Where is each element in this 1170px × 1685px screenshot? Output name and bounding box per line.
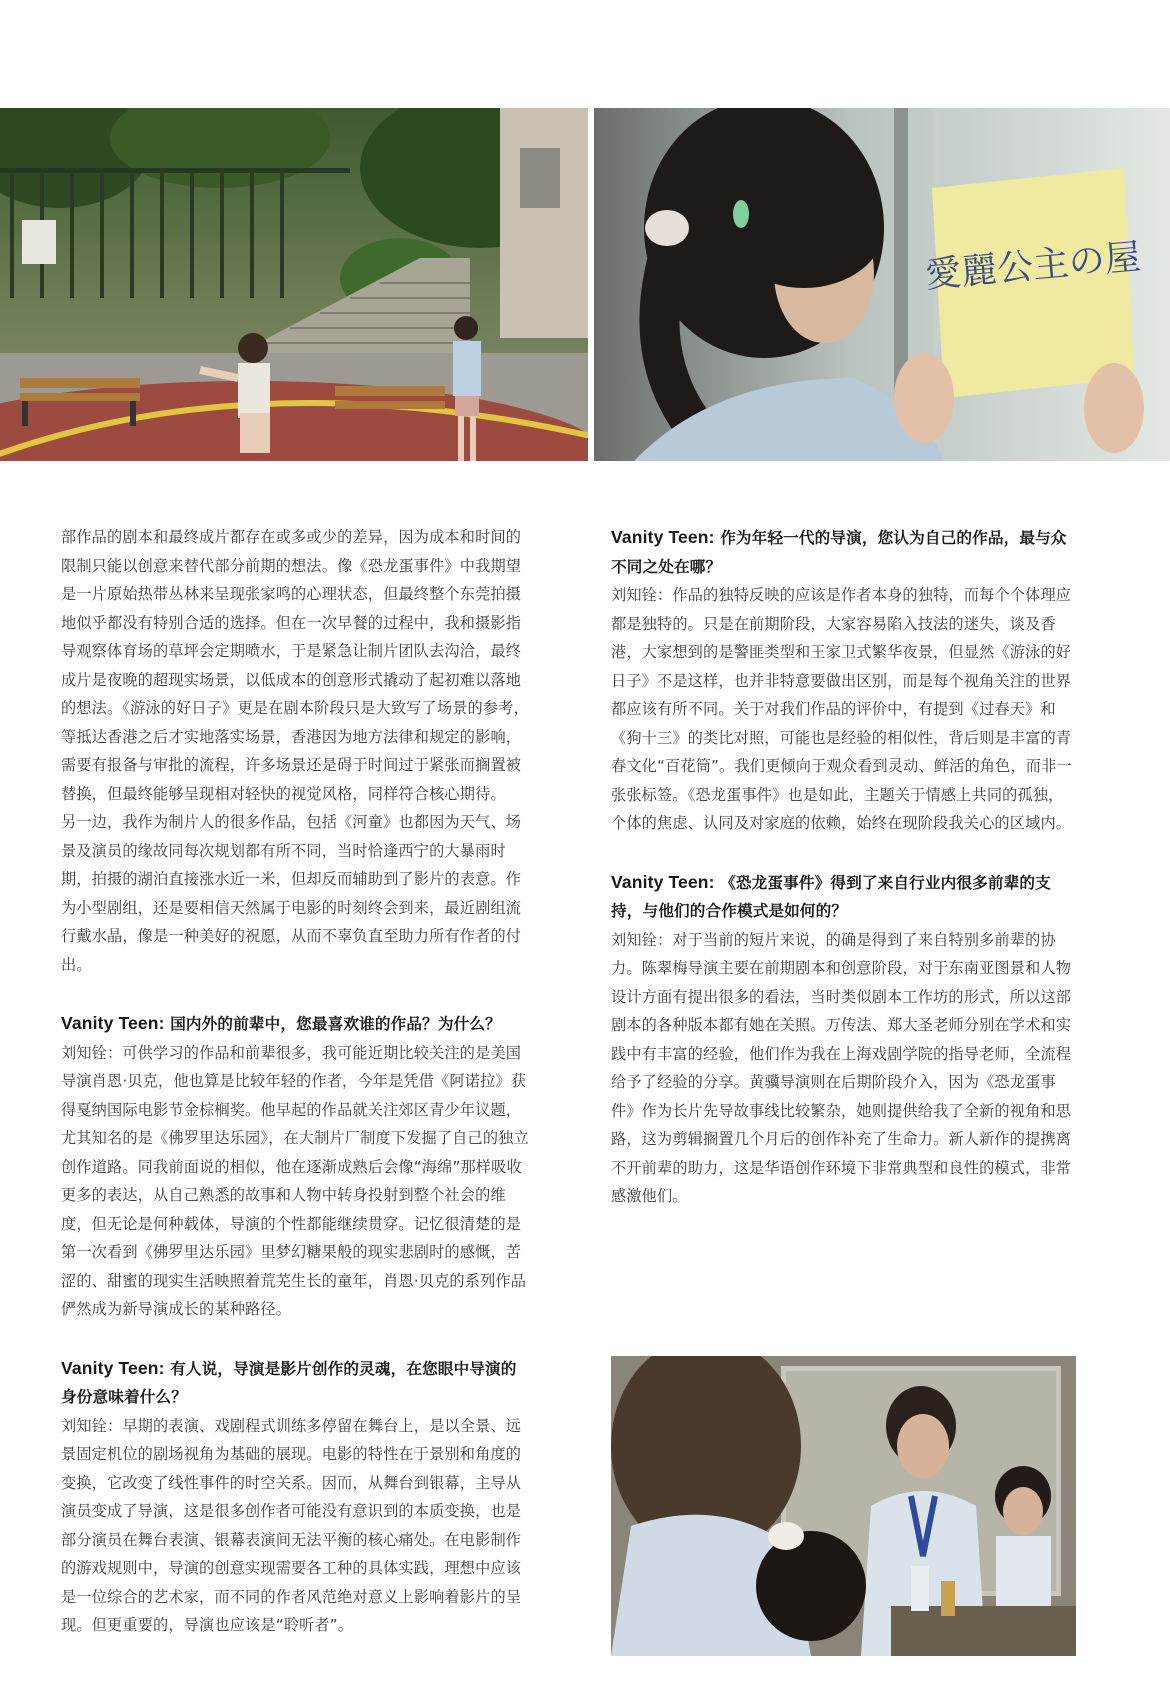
answer-director-identity: 刘知铨：早期的表演、戏剧程式训练多停留在舞台上，是以全景、远景固定机位的剧场视角为基础的展现。电影的特性在于景别和角度的变换，它改变了线性事件的时空关系。因而，从舞台到银幕，主导从演员变成了导演，这是很多创作者可能没有意识到的本质变换，也是部分演员在舞台表演、银幕表演间无法平衡的核心痛处。在电影制作的游戏规则中，导演的创意实现需要各工种的具体实践，理想中应该是一位综合的艺术家，而不同的作者风范绝对意义上影响着影片的呈现。但更重要的，导演也应该是“聆听者”。	[61, 1416, 522, 1634]
photo-window	[594, 108, 1170, 461]
q2-prefix: Vanity Teen:	[61, 1357, 165, 1378]
question-collaboration	[611, 868, 1077, 926]
answer-favorite-director: 刘知铨：可供学习的作品和前辈很多，我可能近期比较关注的是美国导演肖恩·贝克，他也算是比较年轻的作者，今年是凭借《阿诺拉》获得戛纳国际电影节金棕榈奖。他早起的作品就关注郊区青少年议题，尤其知名的是《佛罗里达乐园》，在大制片厂制度下发掘了自己的独立创作道路。同我前面说的相似，他在逐渐成熟后会像“海绵”那样吸收更多的表达，从自己熟悉的故事和人物中转身投射到整个社会的维度，但无论是何种载体，导演的个性都能继续贯穿。记忆很清楚的是第一次看到《佛罗里达乐园》里梦幻糖果般的现实悲剧时的感慨，苦涩的、甜蜜的现实生活映照着荒芜生长的童年，肖恩·贝克的系列作品俨然成为新导演成长的某种路径。	[61, 1043, 529, 1318]
answer-collaboration: 刘知铨：对于当前的短片来说，的确是得到了来自特别多前辈的协力。陈翠梅导演主要在前期剧本和创意阶段，对于东南亚图景和人物设计方面有提出很多的看法，当时类似剧本工作坊的形式，所以这部剧本的各种版本都有她在关照。万传法、郑大圣老师分别在学术和实践中有丰富的经验，他们作为我在上海戏剧学院的指导老师，全流程给予了经验的分享。黄骥导演则在后期阶段介入，因为《恐龙蛋事件》作为长片先导故事线比较繁杂，她则提供给我了全新的视角和思路，这为剪辑搁置几个月后的创作补充了生命力。新人新作的提携离不开前辈的助力，这是华语创作环境下非常典型和良性的模式，非常感激他们。	[611, 930, 1072, 1205]
q4-text: 《恐龙蛋事件》得到了来自行业内很多前辈的支持，与他们的合作模式是如何的？	[611, 873, 1051, 920]
question-uniqueness	[611, 523, 1077, 581]
window-scene-image	[594, 108, 1170, 461]
right-column	[611, 523, 1077, 1211]
answer-uniqueness: 刘知铨：作品的独特反映的应该是作者本身的独特，而每个个体理应都是独特的。只是在前期阶段，大家容易陷入技法的迷失，谈及香港，大家想到的是警匪类型和王家卫式繁华夜景，但显然《游泳的好日子》不是这样，也并非特意要做出区别，而是每个视角关注的世界都应该有所不同。关于对我们作品的评价中，有提到《过春天》和《狗十三》的类比对照，可能也是经验的相似性，背后则是丰富的青春文化“百花筒”。我们更倾向于观众看到灵动、鲜活的角色，而非一张张标签。《恐龙蛋事件》也是如此，主题关于情感上共同的孤独，个体的焦虑、认同及对家庭的依赖，始终在现阶段我关心的区域内。	[611, 586, 1072, 832]
photo-mirror	[611, 1356, 1076, 1656]
q3-text: 作为年轻一代的导演，您认为自己的作品，最与众不同之处在哪？	[611, 529, 1067, 576]
question-director-identity	[61, 1354, 529, 1412]
park-scene-image	[0, 108, 588, 461]
question-favorite-director	[61, 1009, 529, 1039]
q3-prefix: Vanity Teen:	[611, 527, 715, 547]
q1-prefix: Vanity Teen:	[61, 1013, 165, 1033]
mirror-scene-image	[611, 1356, 1076, 1656]
left-paragraph-2: 另一边，我作为制片人的很多作品，包括《河童》也都因为天气、场景及演员的缘故同每次规划都有所不同，当时恰逢西宁的大暴雨时期，拍摄的湖泊直接涨水近一米，但却反而辅助到了影片的表意。作为小型剧组，还是要相信天然属于电影的时刻终会到来，最近剧组流行戴水晶，像是一种美好的祝愿，从而不辜负直至助力所有作者的付出。	[61, 813, 522, 974]
q2-text: 有人说，导演是影片创作的灵魂，在您眼中导演的身份意味着什么？	[61, 1359, 517, 1406]
left-column	[61, 523, 529, 1640]
photo-park	[0, 108, 588, 461]
window-sign-text: 愛麗公主の屋	[923, 236, 1143, 297]
q1-text: 国内外的前辈中，您最喜欢谁的作品？为什么？	[170, 1015, 501, 1033]
q4-prefix: Vanity Teen:	[611, 871, 715, 892]
left-paragraph-1: 部作品的剧本和最终成片都存在或多或少的差异，因为成本和时间的限制只能以创意来替代部分前期的想法。像《恐龙蛋事件》中我期望是一片原始热带丛林来呈现张家鸣的心理状态，但最终整个东莞拍摄地似乎都没有特别合适的选择。但在一次早餐的过程中，我和摄影指导观察体育场的草坪会定期喷水，于是紧急让制片团队去沟洽，最终成片是夜晚的超现实场景，以低成本的创意形式撬动了起初难以落地的想法。《游泳的好日子》更是在剧本阶段只是大致写了场景的参考，等抵达香港之后才实地落实场景，香港因为地方法律和规定的影响，需要有报备与审批的流程，许多场景还是碍于时间过于紧张而搁置被替换，但最终能够呈现相对轻快的视觉风格，同样符合核心期待。	[61, 528, 529, 803]
